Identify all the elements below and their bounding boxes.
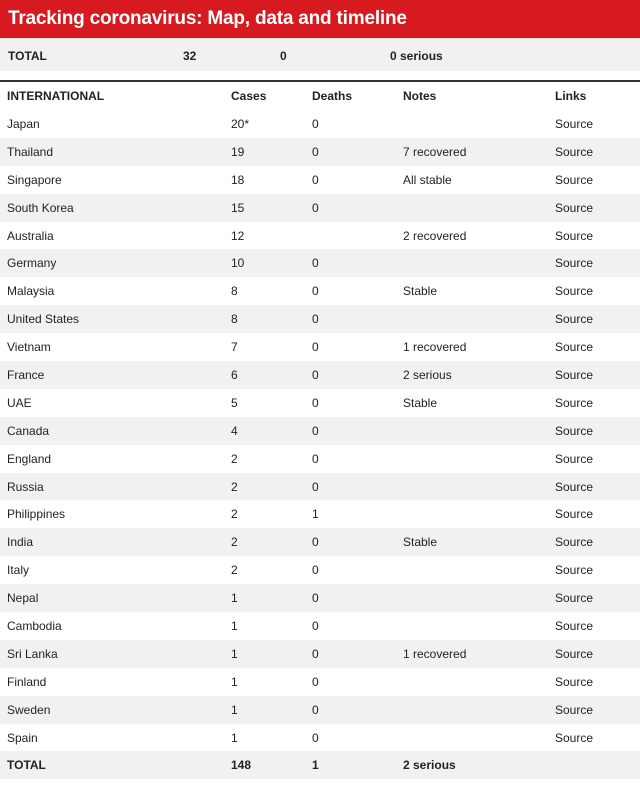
cases-cell: 8 bbox=[231, 312, 238, 327]
country-cell: Canada bbox=[7, 423, 50, 438]
table-row bbox=[0, 333, 640, 361]
country-cell: UAE bbox=[7, 395, 32, 410]
country-cell: United States bbox=[7, 312, 80, 327]
country-cell: South Korea bbox=[7, 200, 74, 215]
deaths-cell: 0 bbox=[312, 200, 319, 215]
cases-cell: 1 bbox=[231, 591, 238, 606]
source-link[interactable]: Source bbox=[555, 367, 594, 382]
cases-cell: 19 bbox=[231, 144, 245, 159]
country-cell: Russia bbox=[7, 479, 44, 494]
notes-cell: Stable bbox=[403, 284, 438, 299]
cases-cell: 6 bbox=[231, 367, 238, 382]
china-total-row bbox=[0, 38, 640, 71]
source-link[interactable]: Source bbox=[555, 172, 594, 187]
deaths-cell: 0 bbox=[312, 312, 319, 327]
source-link[interactable]: Source bbox=[555, 535, 594, 550]
country-cell: Germany bbox=[7, 256, 57, 271]
source-link[interactable]: Source bbox=[555, 479, 594, 494]
table-row bbox=[0, 445, 640, 473]
cases-cell: 5 bbox=[231, 395, 238, 410]
cases-cell: 12 bbox=[231, 228, 245, 243]
country-cell: Spain bbox=[7, 730, 38, 745]
cases-cell: 8 bbox=[231, 284, 238, 299]
deaths-cell bbox=[305, 222, 396, 250]
source-link[interactable]: Source bbox=[555, 423, 594, 438]
deaths-cell: 0 bbox=[312, 674, 319, 689]
deaths-cell: 0 bbox=[312, 451, 319, 466]
cases-cell: 2 bbox=[231, 507, 238, 522]
cases-cell: 10 bbox=[231, 256, 245, 271]
table-row bbox=[0, 500, 640, 528]
deaths-cell: 0 bbox=[312, 563, 319, 578]
section-divider bbox=[0, 71, 640, 82]
deaths-cell: 1 bbox=[312, 507, 319, 522]
notes-cell bbox=[396, 305, 548, 333]
table-row bbox=[0, 417, 640, 445]
column-header-deaths: Deaths bbox=[312, 89, 353, 103]
notes-cell bbox=[396, 417, 548, 445]
notes-cell bbox=[396, 696, 548, 724]
table-row bbox=[0, 389, 640, 417]
cases-cell: 1 bbox=[231, 674, 238, 689]
table-row bbox=[0, 473, 640, 501]
country-cell: India bbox=[7, 535, 34, 550]
table-row bbox=[0, 222, 640, 250]
table-row bbox=[0, 724, 640, 752]
table-row bbox=[0, 612, 640, 640]
table-row bbox=[0, 668, 640, 696]
notes-cell bbox=[396, 473, 548, 501]
country-cell: Sri Lanka bbox=[7, 646, 58, 661]
table-row bbox=[0, 361, 640, 389]
source-link[interactable]: Source bbox=[555, 395, 594, 410]
country-cell: Japan bbox=[7, 116, 40, 131]
notes-cell bbox=[396, 584, 548, 612]
cases-cell: 1 bbox=[231, 730, 238, 745]
deaths-cell: 0 bbox=[312, 284, 319, 299]
source-link[interactable]: Source bbox=[555, 312, 594, 327]
summary-deaths: 0 bbox=[280, 49, 287, 63]
country-cell: Australia bbox=[7, 228, 54, 243]
notes-cell bbox=[396, 668, 548, 696]
cases-cell: 7 bbox=[231, 340, 238, 355]
column-header-notes: Notes bbox=[403, 89, 437, 103]
source-link[interactable]: Source bbox=[555, 507, 594, 522]
source-link[interactable]: Source bbox=[555, 591, 594, 606]
country-cell: Philippines bbox=[7, 507, 66, 522]
country-cell: England bbox=[7, 451, 52, 466]
country-cell: Sweden bbox=[7, 702, 51, 717]
source-link[interactable]: Source bbox=[555, 646, 594, 661]
deaths-cell: 0 bbox=[312, 395, 319, 410]
deaths-cell: 0 bbox=[312, 646, 319, 661]
notes-cell bbox=[396, 556, 548, 584]
source-link[interactable]: Source bbox=[555, 284, 594, 299]
table-row bbox=[0, 166, 640, 194]
total-cases: 148 bbox=[224, 751, 305, 779]
table-row bbox=[0, 696, 640, 724]
column-header-international: INTERNATIONAL bbox=[7, 89, 105, 103]
country-cell: Singapore bbox=[7, 172, 62, 187]
notes-cell: All stable bbox=[403, 172, 452, 187]
cases-cell: 20* bbox=[231, 116, 250, 131]
source-link[interactable]: Source bbox=[555, 674, 594, 689]
total-label: TOTAL bbox=[0, 751, 224, 779]
source-link[interactable]: Source bbox=[555, 730, 594, 745]
source-link[interactable]: Source bbox=[555, 618, 594, 633]
summary-cases: 32 bbox=[183, 49, 197, 63]
table-row bbox=[0, 528, 640, 556]
table-row bbox=[0, 584, 640, 612]
total-row bbox=[0, 751, 640, 779]
cases-cell: 15 bbox=[231, 200, 245, 215]
country-cell: Italy bbox=[7, 563, 30, 578]
country-cell: Thailand bbox=[7, 144, 54, 159]
cases-cell: 2 bbox=[231, 479, 238, 494]
deaths-cell: 0 bbox=[312, 172, 319, 187]
deaths-cell: 0 bbox=[312, 116, 319, 131]
deaths-cell: 0 bbox=[312, 367, 319, 382]
cases-cell: 18 bbox=[231, 172, 245, 187]
cases-cell: 1 bbox=[231, 618, 238, 633]
country-cell: Malaysia bbox=[7, 284, 55, 299]
notes-cell bbox=[396, 724, 548, 752]
source-link[interactable]: Source bbox=[555, 340, 594, 355]
country-cell: France bbox=[7, 367, 45, 382]
source-link[interactable]: Source bbox=[555, 256, 594, 271]
country-cell: Vietnam bbox=[7, 340, 51, 355]
cases-cell: 1 bbox=[231, 646, 238, 661]
deaths-cell: 0 bbox=[312, 535, 319, 550]
notes-cell bbox=[396, 110, 548, 138]
cases-cell: 2 bbox=[231, 563, 238, 578]
notes-cell bbox=[396, 500, 548, 528]
summary-notes: 0 serious bbox=[390, 49, 443, 63]
column-header-links: Links bbox=[555, 89, 587, 103]
source-link[interactable]: Source bbox=[555, 451, 594, 466]
notes-cell: 1 recovered bbox=[403, 646, 467, 661]
total-link bbox=[548, 751, 640, 779]
country-cell: Finland bbox=[7, 674, 47, 689]
cases-cell: 2 bbox=[231, 535, 238, 550]
table-row bbox=[0, 305, 640, 333]
deaths-cell: 0 bbox=[312, 144, 319, 159]
deaths-cell: 0 bbox=[312, 423, 319, 438]
notes-cell bbox=[396, 445, 548, 473]
table-row bbox=[0, 556, 640, 584]
notes-cell bbox=[396, 194, 548, 222]
notes-cell bbox=[396, 249, 548, 277]
country-cell: Nepal bbox=[7, 591, 39, 606]
notes-cell: 2 recovered bbox=[403, 228, 467, 243]
notes-cell: 2 serious bbox=[403, 367, 452, 382]
table-row bbox=[0, 249, 640, 277]
notes-cell: 1 recovered bbox=[403, 340, 467, 355]
deaths-cell: 0 bbox=[312, 479, 319, 494]
page-header bbox=[0, 0, 640, 38]
source-link[interactable]: Source bbox=[555, 228, 594, 243]
cases-cell: 1 bbox=[231, 702, 238, 717]
summary-label: TOTAL bbox=[8, 49, 47, 63]
notes-cell bbox=[396, 612, 548, 640]
deaths-cell: 0 bbox=[312, 256, 319, 271]
source-link[interactable]: Source bbox=[555, 702, 594, 717]
notes-cell: Stable bbox=[403, 535, 438, 550]
source-link[interactable]: Source bbox=[555, 563, 594, 578]
table-row bbox=[0, 277, 640, 305]
table-row bbox=[0, 110, 640, 138]
cases-cell: 4 bbox=[231, 423, 238, 438]
deaths-cell: 0 bbox=[312, 340, 319, 355]
total-notes: 2 serious bbox=[396, 751, 548, 779]
notes-cell: Stable bbox=[403, 395, 438, 410]
notes-cell: 7 recovered bbox=[403, 144, 467, 159]
cases-cell: 2 bbox=[231, 451, 238, 466]
table-header-row bbox=[0, 82, 640, 110]
page-title: Tracking coronavirus: Map, data and timeline bbox=[8, 8, 407, 29]
source-link[interactable]: Source bbox=[555, 200, 594, 215]
deaths-cell: 0 bbox=[312, 702, 319, 717]
total-deaths: 1 bbox=[305, 751, 396, 779]
table-row bbox=[0, 194, 640, 222]
source-link[interactable]: Source bbox=[555, 116, 594, 131]
table-row bbox=[0, 138, 640, 166]
table-row bbox=[0, 640, 640, 668]
deaths-cell: 0 bbox=[312, 591, 319, 606]
deaths-cell: 0 bbox=[312, 730, 319, 745]
column-header-cases: Cases bbox=[231, 89, 267, 103]
country-cell: Cambodia bbox=[7, 618, 62, 633]
source-link[interactable]: Source bbox=[555, 144, 594, 159]
international-cases-table bbox=[0, 82, 640, 779]
deaths-cell: 0 bbox=[312, 618, 319, 633]
